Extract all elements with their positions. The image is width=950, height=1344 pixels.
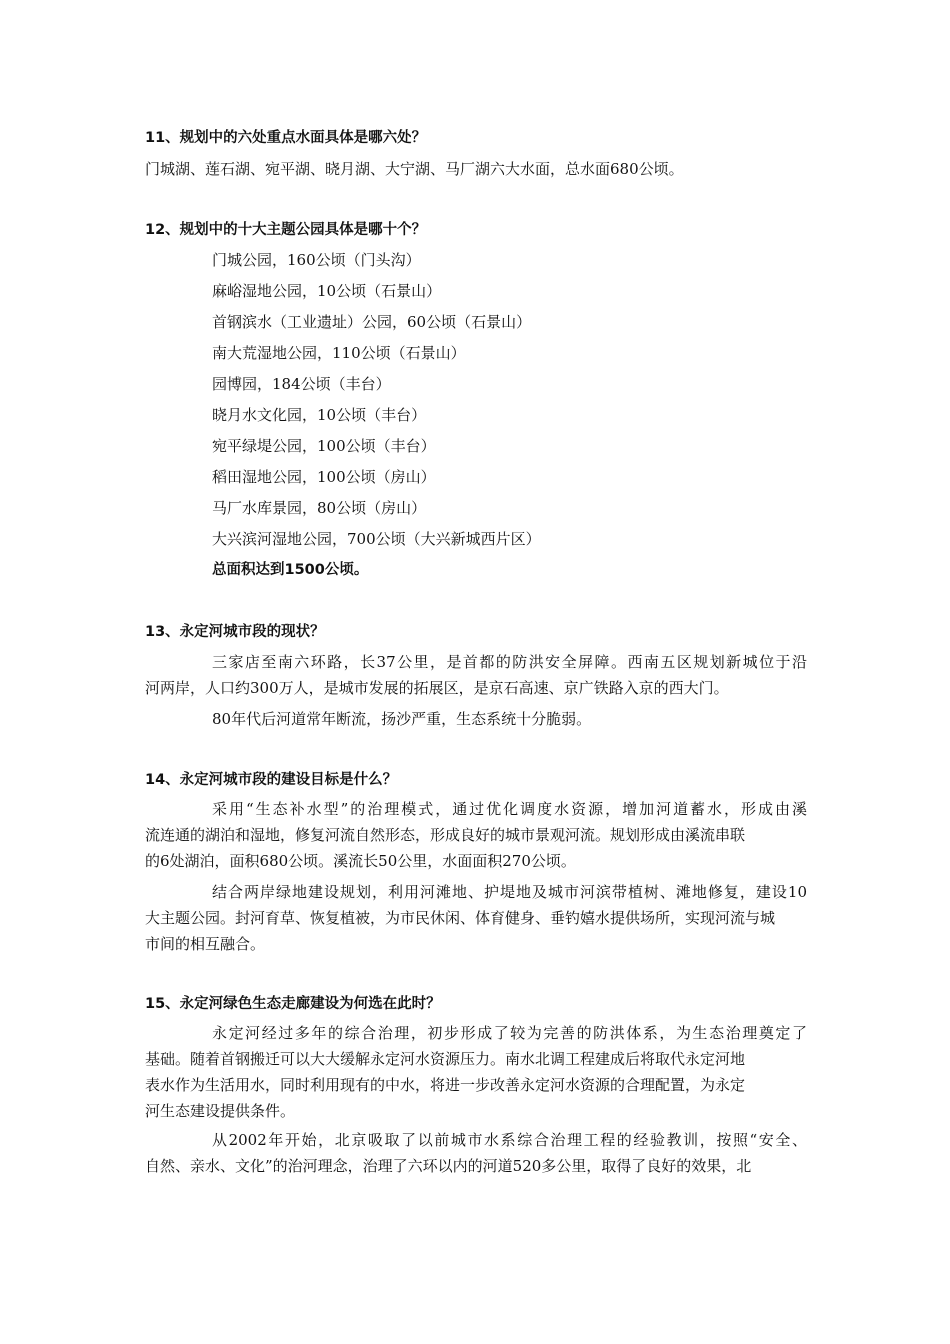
park-list-item: 南大荒湿地公园，110公顷（石景山） [212, 344, 466, 362]
park-list-item: 园博园，184公顷（丰台） [212, 375, 391, 393]
park-list-item: 晓月水文化园，10公顷（丰台） [212, 406, 427, 424]
paragraph-line: 流连通的湖泊和湿地，修复河流自然形态，形成良好的城市景观河流。规划形成由溪流串联 [145, 826, 746, 844]
paragraph-line: 河两岸，人口约300万人，是城市发展的拓展区，是京石高速、京广铁路入京的西大门。 [145, 679, 729, 697]
park-list-item: 首钢滨水（工业遗址）公园，60公顷（石景山） [212, 313, 532, 331]
paragraph-line: 结合两岸绿地建设规划，利用河滩地、护堤地及城市河滨带植树、滩地修复，建设10 [212, 883, 807, 901]
paragraph-line: 基础。随着首钢搬迁可以大大缓解永定河水资源压力。南水北调工程建成后将取代永定河地 [145, 1050, 746, 1068]
paragraph-line: 采用“生态补水型”的治理模式，通过优化调度水资源，增加河道蓄水，形成由溪 [212, 800, 807, 818]
paragraph-line: 市间的相互融合。 [145, 935, 266, 953]
paragraph-line: 的6处湖泊，面积680公顷。溪流长50公里，水面面积270公顷。 [145, 852, 576, 870]
paragraph-line: 大主题公园。封河育草、恢复植被，为市民休闲、体育健身、垂钓嬉水提供场所，实现河流与城 [145, 909, 776, 927]
question-15-heading: 15、永定河绿色生态走廊建设为何选在此时？ [145, 996, 441, 1012]
park-total-area: 总面积达到1500公顷。 [212, 562, 369, 578]
park-list-item: 门城公园，160公顷（门头沟） [212, 251, 421, 269]
park-list-item: 宛平绿堤公园，100公顷（丰台） [212, 437, 436, 455]
park-list-item: 大兴滨河湿地公园，700公顷（大兴新城西片区） [212, 530, 541, 548]
park-list-item: 稻田湿地公园，100公顷（房山） [212, 468, 436, 486]
question-11-answer: 门城湖、莲石湖、宛平湖、晓月湖、大宁湖、马厂湖六大水面，总水面680公顷。 [145, 160, 684, 178]
paragraph-line: 永定河经过多年的综合治理，初步形成了较为完善的防洪体系，为生态治理奠定了 [212, 1024, 807, 1042]
paragraph-line: 从2002年开始，北京吸取了以前城市水系综合治理工程的经验教训，按照“安全、 [212, 1131, 807, 1149]
question-13-heading: 13、永定河城市段的现状？ [145, 624, 325, 640]
park-list-item: 麻峪湿地公园，10公顷（石景山） [212, 282, 442, 300]
paragraph-line: 河生态建设提供条件。 [145, 1102, 296, 1120]
paragraph-line: 三家店至南六环路，长37公里，是首都的防洪安全屏障。西南五区规划新城位于沿 [212, 653, 807, 671]
paragraph-line: 80年代后河道常年断流，扬沙严重，生态系统十分脆弱。 [212, 710, 592, 728]
park-list-item: 马厂水库景园，80公顷（房山） [212, 499, 427, 517]
question-14-heading: 14、永定河城市段的建设目标是什么？ [145, 772, 398, 788]
question-11-heading: 11、规划中的六处重点水面具体是哪六处？ [145, 130, 427, 146]
question-12-heading: 12、规划中的十大主题公园具体是哪十个？ [145, 222, 427, 238]
paragraph-line: 自然、亲水、文化”的治河理念，治理了六环以内的河道520多公里，取得了良好的效果，北 [145, 1157, 752, 1175]
paragraph-line: 表水作为生活用水，同时利用现有的中水，将进一步改善永定河水资源的合理配置，为永定 [145, 1076, 746, 1094]
